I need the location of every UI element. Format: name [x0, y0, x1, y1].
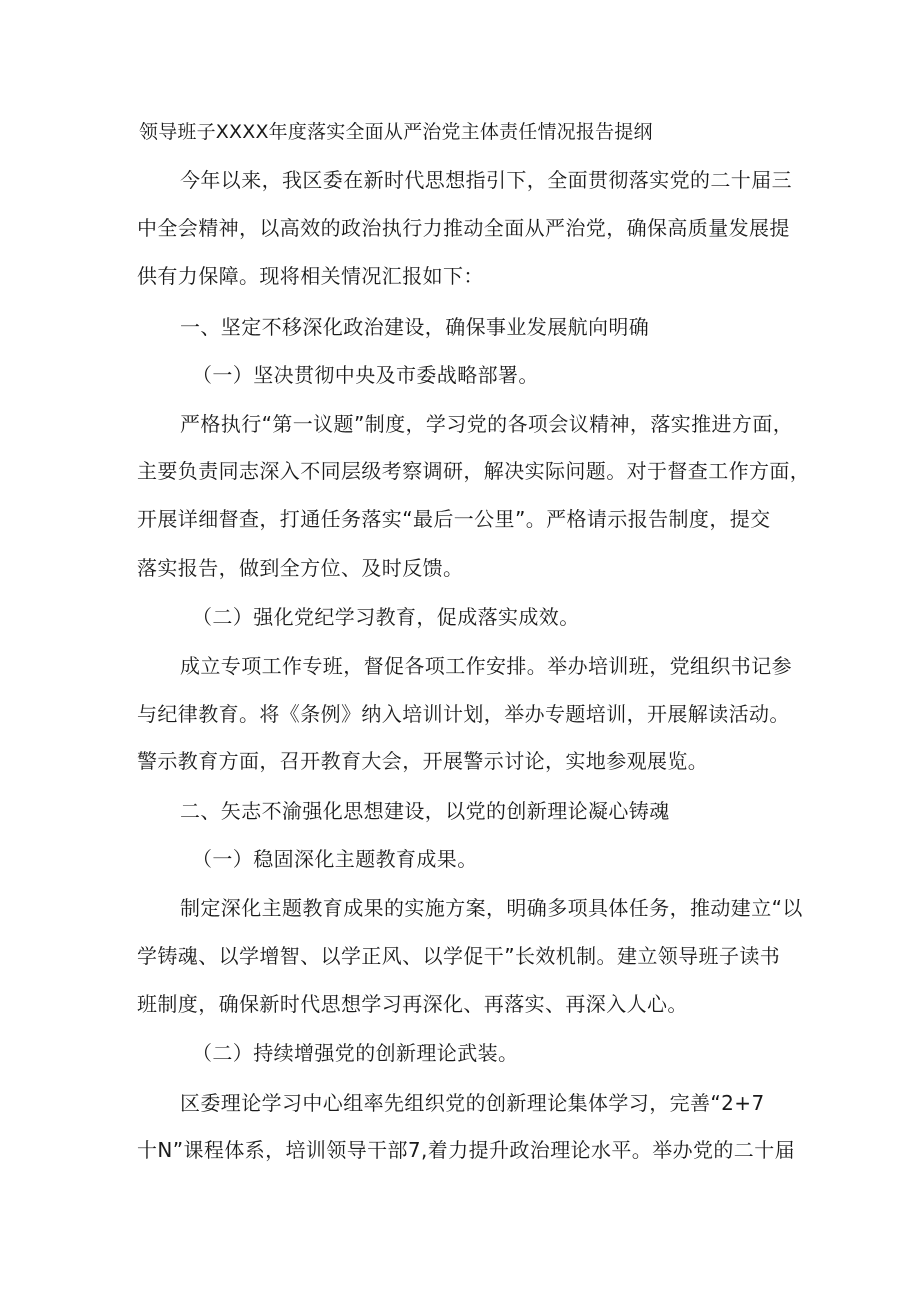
paragraph-line: 今年以来，我区委在新时代思想指引下，全面贯彻落实党的二十届三 — [180, 168, 792, 192]
section-heading: 一、坚定不移深化政治建设，确保事业发展航向明确 — [180, 315, 650, 339]
subsection-heading: （一）坚决贯彻中央及市委战略部署。 — [192, 363, 539, 387]
paragraph-line: 成立专项工作专班，督促各项工作安排。举办培训班，党组织书记参 — [180, 654, 792, 678]
paragraph-line: 区委理论学习中心组率先组织党的创新理论集体学习，完善“2+7 — [180, 1091, 765, 1115]
paragraph-line: 主要负责同志深入不同层级考察调研，解决实际问题。对于督查工作方面， — [137, 459, 811, 483]
paragraph-line: 与纪律教育。将《条例》纳入培训计划，举办专题培训，开展解读活动。 — [137, 702, 790, 726]
paragraph-line: 开展详细督查，打通任务落实“最后一公里”。严格请示报告制度，提交 — [137, 507, 771, 531]
paragraph-line: 学铸魂、以学增智、以学正风、以学促干”长效机制。建立领导班子读书 — [137, 944, 781, 968]
paragraph-line: 严格执行“第一议题”制度，学习党的各项会议精神，落实推进方面， — [180, 412, 794, 436]
subsection-heading: （一）稳固深化主题教育成果。 — [192, 847, 478, 871]
paragraph-line: 供有力保障。现将相关情况汇报如下： — [137, 264, 484, 288]
subsection-heading: （二）强化党纪学习教育，促成落实成效。 — [192, 605, 580, 629]
paragraph-line: 十N”课程体系，培训领导干部7,着力提升政治理论水平。举办党的二十届 — [137, 1138, 796, 1162]
section-heading: 二、矢志不渝强化思想建设，以党的创新理论凝心铸魂 — [180, 799, 670, 823]
paragraph-line: 警示教育方面，召开教育大会，开展警示讨论，实地参观展览。 — [137, 749, 709, 773]
paragraph-line: 中全会精神，以高效的政治执行力推动全面从严治党，确保高质量发展提 — [137, 216, 790, 240]
paragraph-line: 班制度，确保新时代思想学习再深化、再落实、再深入人心。 — [137, 992, 688, 1016]
document-title: 领导班子XXXX年度落实全面从严治党主体责任情况报告提纲 — [139, 121, 653, 143]
paragraph-line: 落实报告，做到全方位、及时反馈。 — [137, 556, 464, 580]
paragraph-line: 制定深化主题教育成果的实施方案，明确多项具体任务，推动建立“以 — [180, 896, 803, 920]
subsection-heading: （二）持续增强党的创新理论武装。 — [192, 1041, 519, 1065]
